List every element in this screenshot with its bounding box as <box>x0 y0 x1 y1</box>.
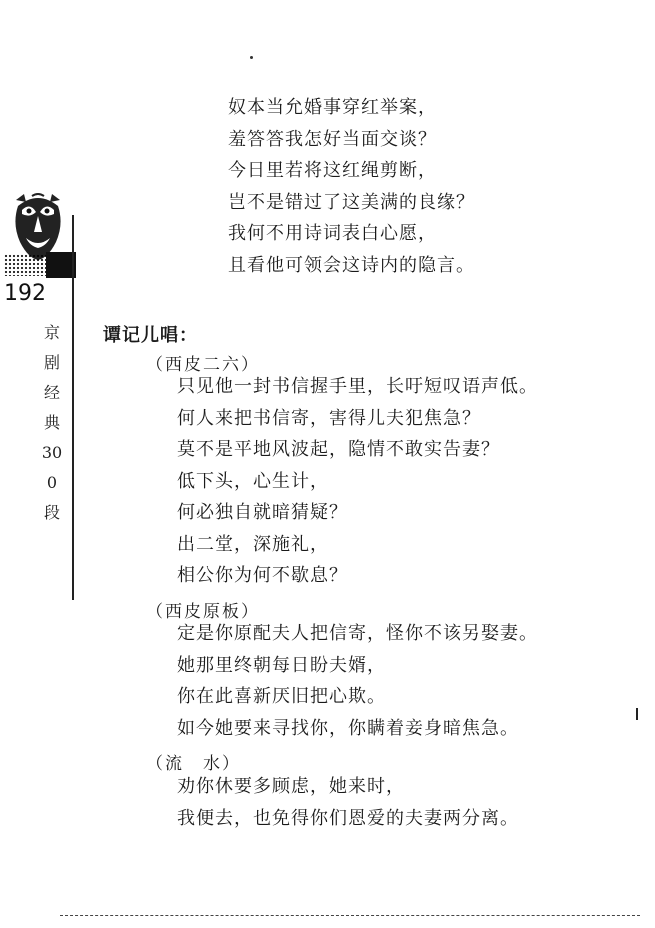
melody-mode-label: （西皮二六） <box>146 355 260 375</box>
page-mark <box>250 56 253 59</box>
verse-line: 低下头，心生计， <box>177 470 329 492</box>
verse-line: 岂不是错过了这美满的良缘？ <box>228 191 475 213</box>
verse-line: 何必独自就暗猜疑？ <box>177 502 348 523</box>
melody-mode-label: （流 水） <box>146 754 241 774</box>
section-verse <box>177 771 519 834</box>
verse-line: 羞答答我怎好当面交谈？ <box>228 128 437 150</box>
verse-line: 我便去，也免得你们恩爱的夫妻两分离。 <box>177 807 519 829</box>
melody-mode-label: （西皮原板） <box>146 602 260 622</box>
verse-line: 相公你为何不歇息？ <box>177 565 348 586</box>
verse-line: 如今她要来寻找你，你瞒着妾身暗焦急。 <box>177 717 519 739</box>
margin-tick <box>636 708 638 720</box>
book-title-vertical: 京剧经典300段 <box>41 323 63 522</box>
verse-line: 出二堂，深施礼， <box>177 533 329 555</box>
speaker-heading: 谭记儿唱： <box>103 325 198 346</box>
verse-line: 何人来把书信寄，害得儿夫犯焦急？ <box>177 407 481 429</box>
bottom-rule <box>60 915 640 916</box>
top-verse <box>228 92 475 281</box>
margin-rule <box>72 215 74 600</box>
verse-line: 劝你休要多顾虑，她来时， <box>177 776 405 797</box>
section-verse <box>177 618 538 744</box>
verse-line: 定是你原配夫人把信寄，怪你不该另娶妻。 <box>177 623 538 644</box>
verse-line: 只见他一封书信握手里，长吁短叹语声低。 <box>177 376 538 397</box>
verse-line: 今日里若将这红绳剪断， <box>228 160 437 181</box>
verse-line: 她那里终朝每日盼夫婿， <box>177 654 386 676</box>
section-verse <box>177 371 538 592</box>
verse-line: 奴本当允婚事穿红举案， <box>228 97 437 118</box>
verse-line: 你在此喜新厌旧把心欺。 <box>177 686 386 707</box>
verse-line: 我何不用诗词表白心愿， <box>228 223 437 244</box>
verse-line: 且看他可领会这诗内的隐言。 <box>228 254 475 276</box>
page-number: 192 <box>4 281 46 306</box>
verse-line: 莫不是平地风波起，隐情不敢实告妻？ <box>177 439 500 460</box>
